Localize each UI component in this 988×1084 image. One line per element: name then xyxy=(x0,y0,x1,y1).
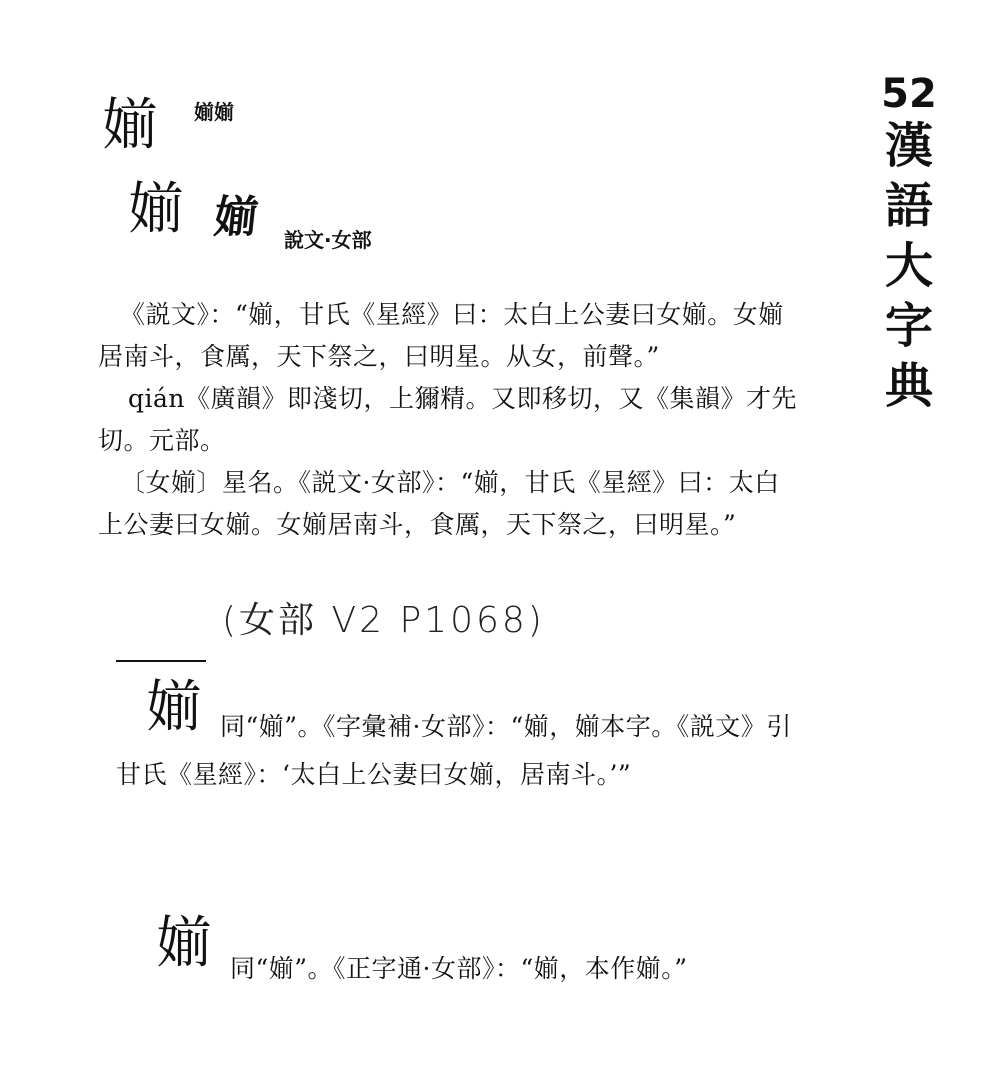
title-char: 典 xyxy=(884,358,933,414)
entry2-line: 同“媊”。《字彙補·女部》：“媊，媊本字。《説文》引 xyxy=(220,712,792,741)
entry1-regular-form: 媊 xyxy=(128,177,184,242)
entry1-line: 居南斗，食厲，天下祭之，曰明星。从女，前聲。” xyxy=(98,342,660,371)
entry1-line: 《説文》：“媊，甘氏《星經》曰：太白上公妻曰女媊。女媊 xyxy=(120,300,784,329)
entry1-line: 上公妻曰女媊。女媊居南斗，食厲，天下祭之，曰明星。” xyxy=(98,510,737,539)
entry1-line: 〔女媊〕星名。《説文·女部》：“媊，甘氏《星經》曰：太白 xyxy=(120,468,780,497)
title-char: 漢 xyxy=(884,118,933,174)
entry2-line: 甘氏《星經》：‘太白上公妻曰女媊，居南斗。’” xyxy=(116,760,632,789)
separator-rule xyxy=(116,660,206,662)
title-char: 字 xyxy=(884,298,933,354)
entry1-line: qián《廣韻》即淺切，上獮精。又即移切，又《集韻》才先 xyxy=(128,384,798,413)
handwritten-note: (女部 V2 P1068) xyxy=(222,600,545,641)
seal-script-char: 媊 xyxy=(211,192,261,243)
entry1-variants: 媊媊 xyxy=(194,100,234,124)
dictionary-title xyxy=(878,72,940,416)
entry2-head-char: 媊 xyxy=(146,675,202,740)
title-char: 語 xyxy=(884,178,933,234)
title-characters xyxy=(878,116,940,416)
entry1-head-char: 媊 xyxy=(102,93,158,158)
entry3-line: 同“媊”。《正字通·女部》：“媊，本作媊。” xyxy=(230,954,688,983)
entry1-line: 切。元部。 xyxy=(98,426,226,455)
seal-source: 說文·女部 xyxy=(284,228,372,252)
entry3-head-char: 媊 xyxy=(156,911,212,976)
title-char: 大 xyxy=(884,238,933,294)
page-number: 52 xyxy=(881,71,937,117)
